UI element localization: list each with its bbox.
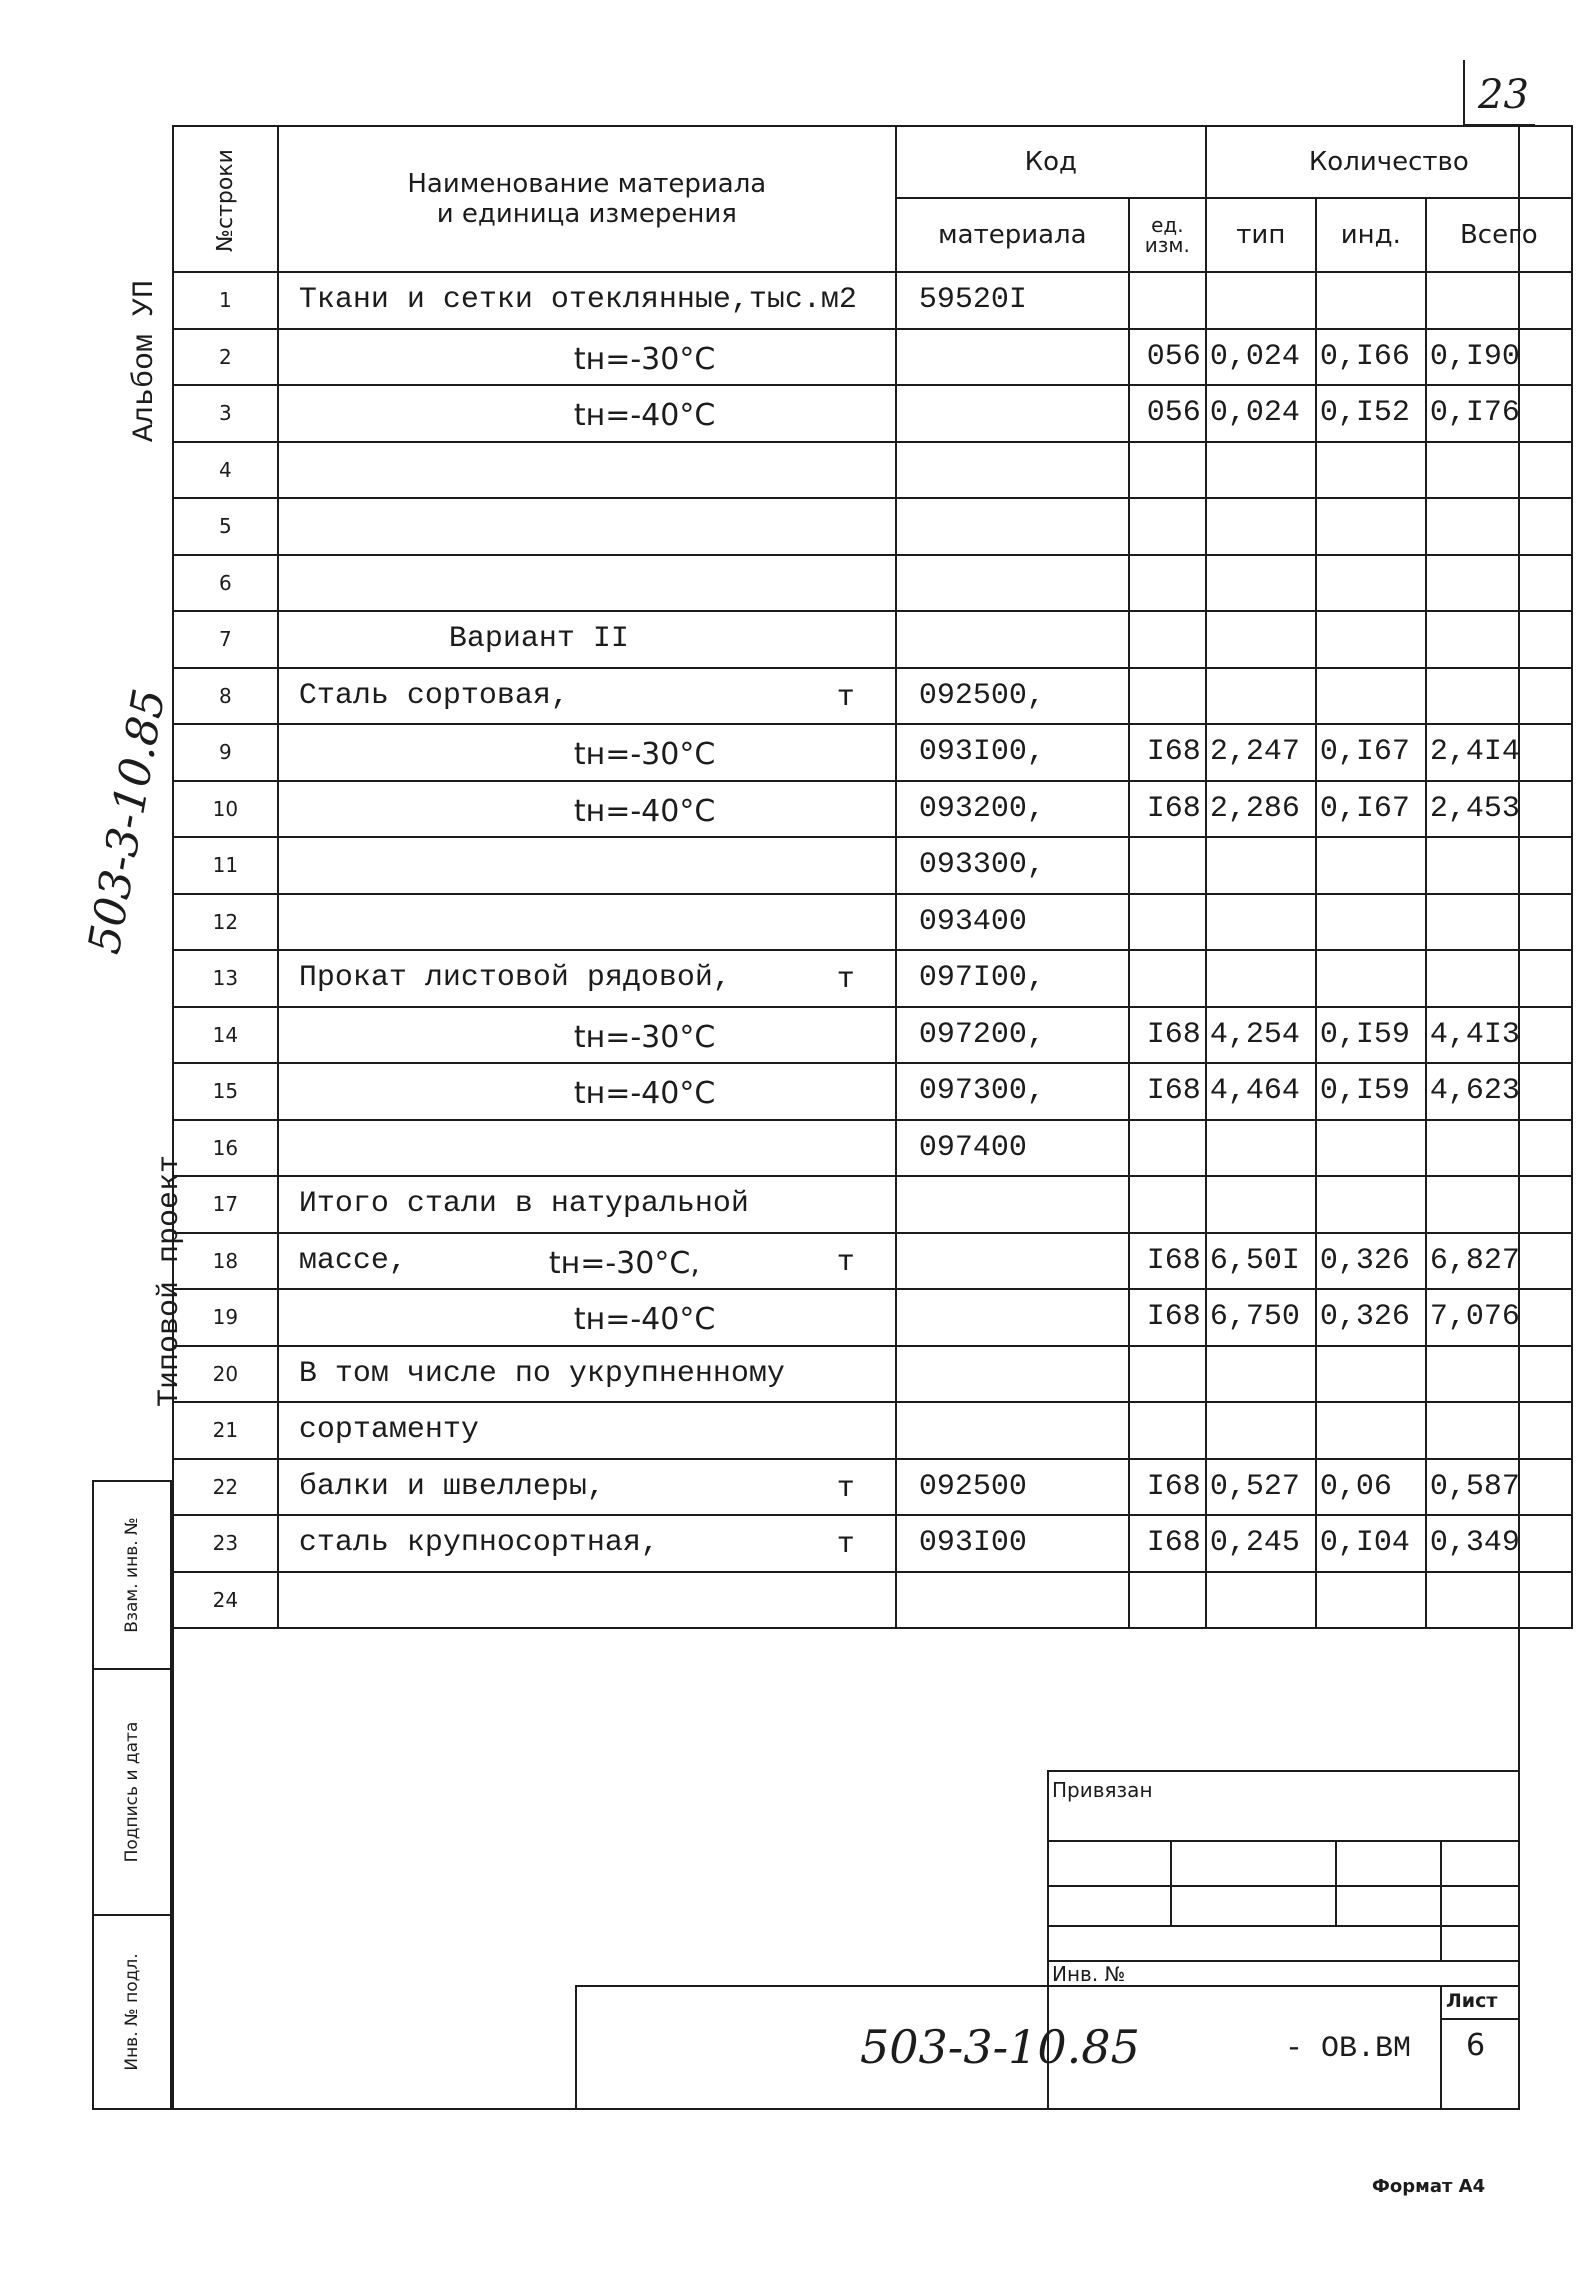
row-number: 8 — [173, 668, 278, 725]
table-row — [173, 950, 1572, 1007]
unit-letter: т — [836, 680, 855, 715]
table-row — [173, 272, 1572, 329]
unit-code — [1129, 894, 1206, 951]
header-row-no: №строки — [173, 126, 278, 272]
qty-total — [1426, 272, 1572, 329]
qty-total — [1426, 1120, 1572, 1177]
header-name: Наименование материала и единица измерения — [278, 126, 896, 272]
unit-code — [1129, 498, 1206, 555]
qty-typ — [1206, 950, 1316, 1007]
qty-total: 2,4I4 — [1426, 724, 1572, 781]
qty-ind: 0,06 — [1316, 1459, 1426, 1516]
material-code — [896, 611, 1129, 668]
material-code — [896, 329, 1129, 386]
qty-total: 4,623 — [1426, 1063, 1572, 1120]
material-code: 59520I — [896, 272, 1129, 329]
qty-total — [1426, 1572, 1572, 1629]
row-number: 24 — [173, 1572, 278, 1629]
material-name-text: В том числе по укрупненному — [298, 1356, 785, 1391]
unit-code — [1129, 555, 1206, 612]
table-row — [173, 385, 1572, 442]
material-name — [278, 894, 896, 951]
unit-code: I68 — [1129, 1459, 1206, 1516]
material-name-text: Прокат листовой рядовой, — [298, 961, 731, 996]
table-row — [173, 1346, 1572, 1403]
qty-total: 0,I90 — [1426, 329, 1572, 386]
table-row — [173, 611, 1572, 668]
qty-total: 0,I76 — [1426, 385, 1572, 442]
row-number: 23 — [173, 1515, 278, 1572]
qty-typ: 2,247 — [1206, 724, 1316, 781]
qty-ind — [1316, 555, 1426, 612]
qty-ind — [1316, 837, 1426, 894]
row-number: 1 — [173, 272, 278, 329]
temperature-label: tн=-40°С — [573, 793, 716, 829]
material-code: 097200, — [896, 1007, 1129, 1064]
qty-total — [1426, 442, 1572, 499]
material-name — [278, 1233, 896, 1290]
header-material: материала — [896, 198, 1129, 272]
header-quantity: Количество — [1206, 126, 1572, 198]
material-name — [278, 950, 896, 1007]
row-number: 10 — [173, 781, 278, 838]
row-number: 15 — [173, 1063, 278, 1120]
material-name — [278, 1289, 896, 1346]
qty-ind — [1316, 442, 1426, 499]
stamp-podpis: Подпись и дата — [92, 1668, 172, 1916]
row-number: 3 — [173, 385, 278, 442]
qty-total — [1426, 611, 1572, 668]
qty-total: 2,453 — [1426, 781, 1572, 838]
header-typ: тип — [1206, 198, 1316, 272]
temperature-label: tн=-40°С — [573, 398, 716, 433]
table-row — [173, 1007, 1572, 1064]
table-row — [173, 894, 1572, 951]
qty-typ: 0,245 — [1206, 1515, 1316, 1572]
qty-total — [1426, 1346, 1572, 1403]
material-code — [896, 1346, 1129, 1403]
qty-typ — [1206, 668, 1316, 725]
row-number: 17 — [173, 1176, 278, 1233]
qty-ind — [1316, 950, 1426, 1007]
qty-ind: 0,I52 — [1316, 385, 1426, 442]
qty-typ — [1206, 498, 1316, 555]
qty-total: 0,349 — [1426, 1515, 1572, 1572]
qty-typ: 4,464 — [1206, 1063, 1316, 1120]
header-ind: инд. — [1316, 198, 1426, 272]
material-code: 097300, — [896, 1063, 1129, 1120]
table-row — [173, 1402, 1572, 1459]
material-code — [896, 1289, 1129, 1346]
material-code: 093400 — [896, 894, 1129, 951]
material-name — [278, 385, 896, 442]
material-code: 092500 — [896, 1459, 1129, 1516]
unit-letter: т — [836, 1471, 855, 1506]
qty-typ: 0,527 — [1206, 1459, 1316, 1516]
table-row — [173, 781, 1572, 838]
unit-code — [1129, 272, 1206, 329]
material-code — [896, 442, 1129, 499]
row-number: 12 — [173, 894, 278, 951]
material-code — [896, 498, 1129, 555]
row-number: 21 — [173, 1402, 278, 1459]
material-table — [172, 125, 1573, 1629]
material-code — [896, 1572, 1129, 1629]
material-name-text: балки и швеллеры, — [298, 1469, 605, 1504]
qty-typ — [1206, 1120, 1316, 1177]
qty-typ — [1206, 1402, 1316, 1459]
qty-typ — [1206, 1572, 1316, 1629]
header-code: Код — [896, 126, 1206, 198]
qty-ind — [1316, 1402, 1426, 1459]
material-name — [278, 555, 896, 612]
qty-total: 6,827 — [1426, 1233, 1572, 1290]
header-unit: ед. изм. — [1129, 198, 1206, 272]
qty-ind — [1316, 1176, 1426, 1233]
sheet-label: Лист — [1446, 1990, 1498, 2012]
table-row — [173, 1572, 1572, 1629]
material-name — [278, 1063, 896, 1120]
qty-typ — [1206, 837, 1316, 894]
material-name — [278, 1120, 896, 1177]
qty-ind — [1316, 272, 1426, 329]
sheet-number: 6 — [1466, 2028, 1486, 2063]
unit-code: I68 — [1129, 1515, 1206, 1572]
table-row — [173, 498, 1572, 555]
qty-ind: 0,326 — [1316, 1233, 1426, 1290]
project-label: Типовой проект — [153, 1154, 187, 1407]
material-name — [278, 611, 896, 668]
row-number: 11 — [173, 837, 278, 894]
material-name — [278, 1007, 896, 1064]
row-number: 4 — [173, 442, 278, 499]
material-name-text: сортаменту — [298, 1413, 479, 1448]
qty-typ — [1206, 1346, 1316, 1403]
qty-typ — [1206, 894, 1316, 951]
material-name — [278, 837, 896, 894]
table-row — [173, 442, 1572, 499]
temperature-label: tн=-30°С — [573, 1019, 716, 1055]
table-row — [173, 1289, 1572, 1346]
material-name — [278, 1515, 896, 1572]
header-total: Всего — [1426, 198, 1572, 272]
material-name — [278, 668, 896, 725]
qty-typ: 6,50I — [1206, 1233, 1316, 1290]
material-name — [278, 498, 896, 555]
row-number: 14 — [173, 1007, 278, 1064]
qty-total: 4,4I3 — [1426, 1007, 1572, 1064]
qty-total — [1426, 837, 1572, 894]
unit-code: I68 — [1129, 1063, 1206, 1120]
qty-ind: 0,I59 — [1316, 1007, 1426, 1064]
qty-ind: 0,326 — [1316, 1289, 1426, 1346]
unit-code: 056 — [1129, 329, 1206, 386]
material-name — [278, 1176, 896, 1233]
unit-code: I68 — [1129, 1233, 1206, 1290]
material-name-text: Ткани и сетки отеклянные,тыс.м2 — [298, 283, 857, 318]
unit-letter: т — [836, 963, 855, 997]
material-code: 093I00 — [896, 1515, 1129, 1572]
page-number: 23 — [1478, 72, 1529, 118]
row-number: 20 — [173, 1346, 278, 1403]
qty-total — [1426, 1176, 1572, 1233]
doc-code: 503-3-10.85 — [860, 2020, 1140, 2074]
table-row — [173, 668, 1572, 725]
material-code: 093I00, — [896, 724, 1129, 781]
qty-total: 7,076 — [1426, 1289, 1572, 1346]
temperature-label: tн=-40°С — [573, 1302, 716, 1337]
album-label: Альбом УП — [128, 279, 162, 442]
qty-typ — [1206, 555, 1316, 612]
qty-ind — [1316, 1120, 1426, 1177]
material-name-text: Итого стали в натуральной — [298, 1187, 749, 1222]
qty-ind — [1316, 1572, 1426, 1629]
inv-no-label: Инв. № — [1052, 1962, 1126, 1986]
qty-ind — [1316, 668, 1426, 725]
unit-letter: т — [836, 1245, 855, 1280]
material-name — [278, 1402, 896, 1459]
qty-total — [1426, 1402, 1572, 1459]
table-row — [173, 837, 1572, 894]
qty-typ: 0,024 — [1206, 385, 1316, 442]
unit-code — [1129, 1120, 1206, 1177]
unit-code: I68 — [1129, 1007, 1206, 1064]
material-name-text: Вариант II — [448, 622, 629, 657]
unit-code: 056 — [1129, 385, 1206, 442]
qty-total — [1426, 555, 1572, 612]
qty-ind — [1316, 498, 1426, 555]
qty-ind: 0,I67 — [1316, 724, 1426, 781]
table-row — [173, 1459, 1572, 1516]
material-name-text: сталь крупносортная, — [298, 1526, 659, 1561]
qty-total — [1426, 950, 1572, 1007]
qty-typ: 2,286 — [1206, 781, 1316, 838]
unit-letter: т — [836, 1528, 855, 1562]
material-name — [278, 724, 896, 781]
material-name — [278, 1346, 896, 1403]
sheet-code: - ОВ.ВМ — [1285, 2032, 1412, 2066]
table-row — [173, 329, 1572, 386]
unit-code: I68 — [1129, 1289, 1206, 1346]
stamp-inv-podl: Инв. № подл. — [92, 1914, 172, 2110]
row-number: 19 — [173, 1289, 278, 1346]
row-number: 18 — [173, 1233, 278, 1290]
qty-total: 0,587 — [1426, 1459, 1572, 1516]
material-name — [278, 442, 896, 499]
qty-ind: 0,I67 — [1316, 781, 1426, 838]
format-label: Формат А4 — [1372, 2176, 1486, 2197]
temperature-label: tн=-40°С — [573, 1076, 716, 1111]
unit-code — [1129, 1346, 1206, 1403]
qty-ind — [1316, 894, 1426, 951]
material-name-text: массе, — [298, 1243, 407, 1278]
qty-ind: 0,I59 — [1316, 1063, 1426, 1120]
material-name — [278, 1459, 896, 1516]
material-name-text: Сталь сортовая, — [298, 678, 569, 713]
privyazan-label: Привязан — [1052, 1778, 1153, 1802]
material-code: 093300, — [896, 837, 1129, 894]
unit-code — [1129, 611, 1206, 668]
material-name — [278, 272, 896, 329]
row-number: 22 — [173, 1459, 278, 1516]
qty-total — [1426, 498, 1572, 555]
qty-typ: 0,024 — [1206, 329, 1316, 386]
unit-code: I68 — [1129, 724, 1206, 781]
material-code: 097I00, — [896, 950, 1129, 1007]
material-code — [896, 1233, 1129, 1290]
table-row — [173, 1120, 1572, 1177]
material-code — [896, 555, 1129, 612]
temperature-label: tн=-30°С — [573, 737, 716, 772]
table-row — [173, 1515, 1572, 1572]
unit-code — [1129, 1572, 1206, 1629]
unit-code — [1129, 837, 1206, 894]
qty-ind: 0,I04 — [1316, 1515, 1426, 1572]
unit-code — [1129, 1176, 1206, 1233]
material-code: 097400 — [896, 1120, 1129, 1177]
qty-typ — [1206, 272, 1316, 329]
material-name — [278, 1572, 896, 1629]
table-row — [173, 1176, 1572, 1233]
row-number: 5 — [173, 498, 278, 555]
table-row — [173, 555, 1572, 612]
table-row — [173, 1233, 1572, 1290]
margin-doc-number: 503-3-10.85 — [78, 685, 176, 958]
row-number: 7 — [173, 611, 278, 668]
material-name — [278, 329, 896, 386]
unit-code — [1129, 668, 1206, 725]
material-name — [278, 781, 896, 838]
material-code: 092500, — [896, 668, 1129, 725]
row-number: 16 — [173, 1120, 278, 1177]
qty-total — [1426, 668, 1572, 725]
qty-typ: 4,254 — [1206, 1007, 1316, 1064]
row-number: 2 — [173, 329, 278, 386]
stamp-vzam-inv: Взам. инв. № — [92, 1480, 172, 1670]
material-code — [896, 1402, 1129, 1459]
row-number: 6 — [173, 555, 278, 612]
qty-typ — [1206, 1176, 1316, 1233]
unit-code — [1129, 950, 1206, 1007]
qty-typ — [1206, 442, 1316, 499]
table-row — [173, 724, 1572, 781]
row-number: 9 — [173, 724, 278, 781]
table-row — [173, 1063, 1572, 1120]
qty-typ: 6,750 — [1206, 1289, 1316, 1346]
row-number: 13 — [173, 950, 278, 1007]
material-code — [896, 385, 1129, 442]
temperature-label: tн=-30°С — [573, 341, 716, 377]
qty-total — [1426, 894, 1572, 951]
material-code — [896, 1176, 1129, 1233]
material-code: 093200, — [896, 781, 1129, 838]
unit-code — [1129, 442, 1206, 499]
temperature-label: tн=-30°С, — [548, 1245, 700, 1281]
qty-typ — [1206, 611, 1316, 668]
qty-ind: 0,I66 — [1316, 329, 1426, 386]
unit-code — [1129, 1402, 1206, 1459]
unit-code: I68 — [1129, 781, 1206, 838]
qty-ind — [1316, 1346, 1426, 1403]
qty-ind — [1316, 611, 1426, 668]
